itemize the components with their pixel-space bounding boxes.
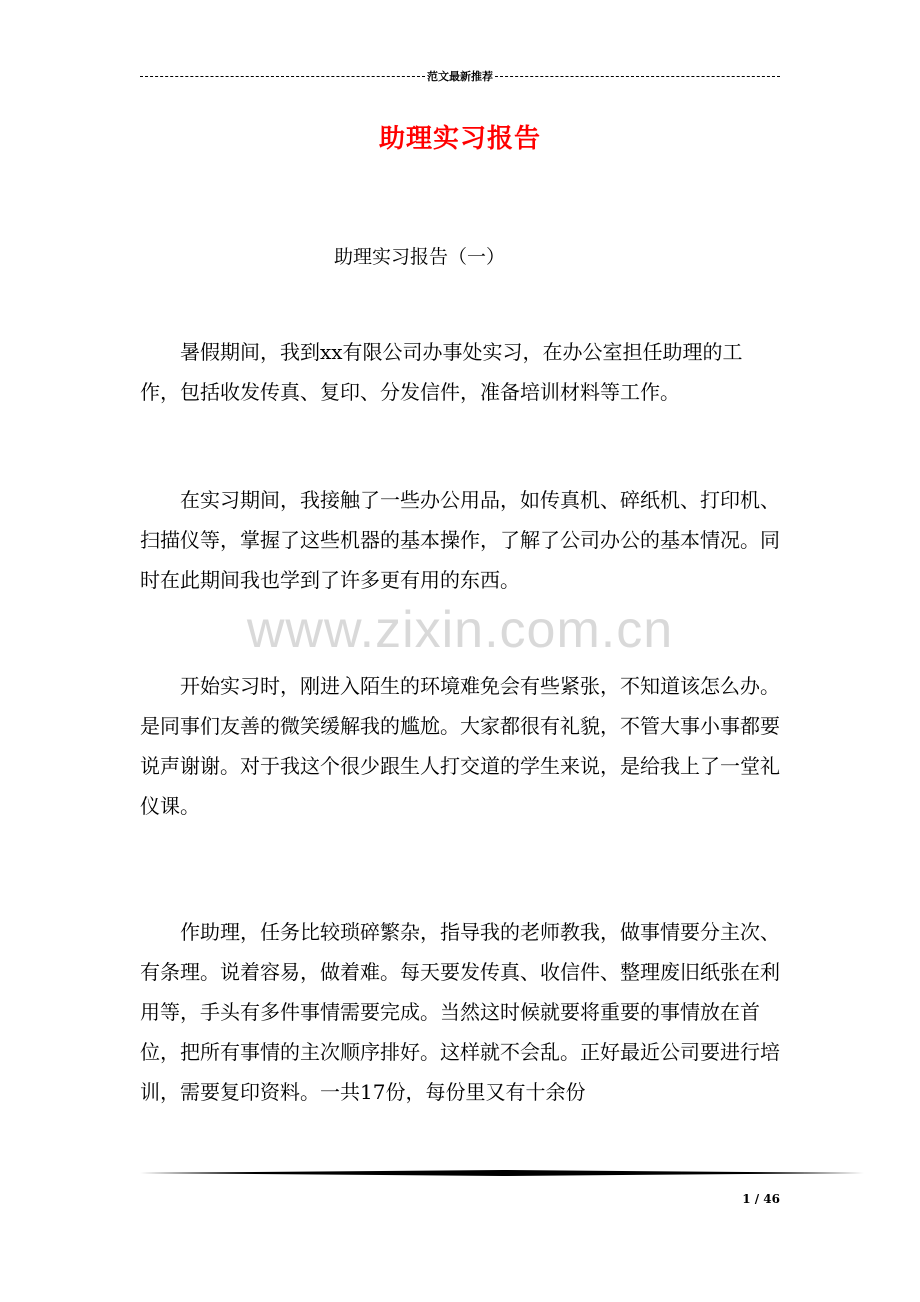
header-dash-right	[495, 76, 780, 77]
footer-divider	[140, 1168, 864, 1178]
section-heading: 助理实习报告（一）	[334, 246, 506, 268]
paragraph-2: 在实习期间，我接触了一些办公用品，如传真机、碎纸机、打印机、扫描仪等，掌握了这些机器的基本操作，了解了公司办公的基本情况。同时在此期间我也学到了许多更有用的东西。	[140, 488, 780, 592]
paragraph-4: 作助理，任务比较琐碎繁杂，指导我的老师教我，做事情要分主次、有条理。说着容易，做着难。每天要发传真、收信件、整理废旧纸张在利用等，手头有多件事情需要完成。当然这时候就要将重要的事情放在首位，把所有事情的主次顺序排好。这样就不会乱。正好最近公司要进行培训，需要复印资料。一共17份，每份里又有十余份	[140, 920, 780, 1104]
paragraph-3: 开始实习时，刚进入陌生的环境难免会有些紧张，不知道该怎么办。是同事们友善的微笑缓解我的尴尬。大家都很有礼貌，不管大事小事都要说声谢谢。对于我这个很少跟生人打交道的学生来说，是给我上了一堂礼仪课。	[140, 674, 780, 818]
header-label: 范文最新推荐	[427, 70, 493, 83]
watermark: www.zixin.com.cn	[246, 601, 674, 659]
page-number: 1 / 46	[742, 1192, 780, 1206]
page-header	[140, 66, 780, 86]
paragraph-1: 暑假期间，我到xx有限公司办事处实习，在办公室担任助理的工作，包括收发传真、复印、分发信件，准备培训材料等工作。	[140, 340, 743, 404]
header-dash-left	[140, 76, 425, 77]
document-title: 助理实习报告	[378, 124, 541, 154]
